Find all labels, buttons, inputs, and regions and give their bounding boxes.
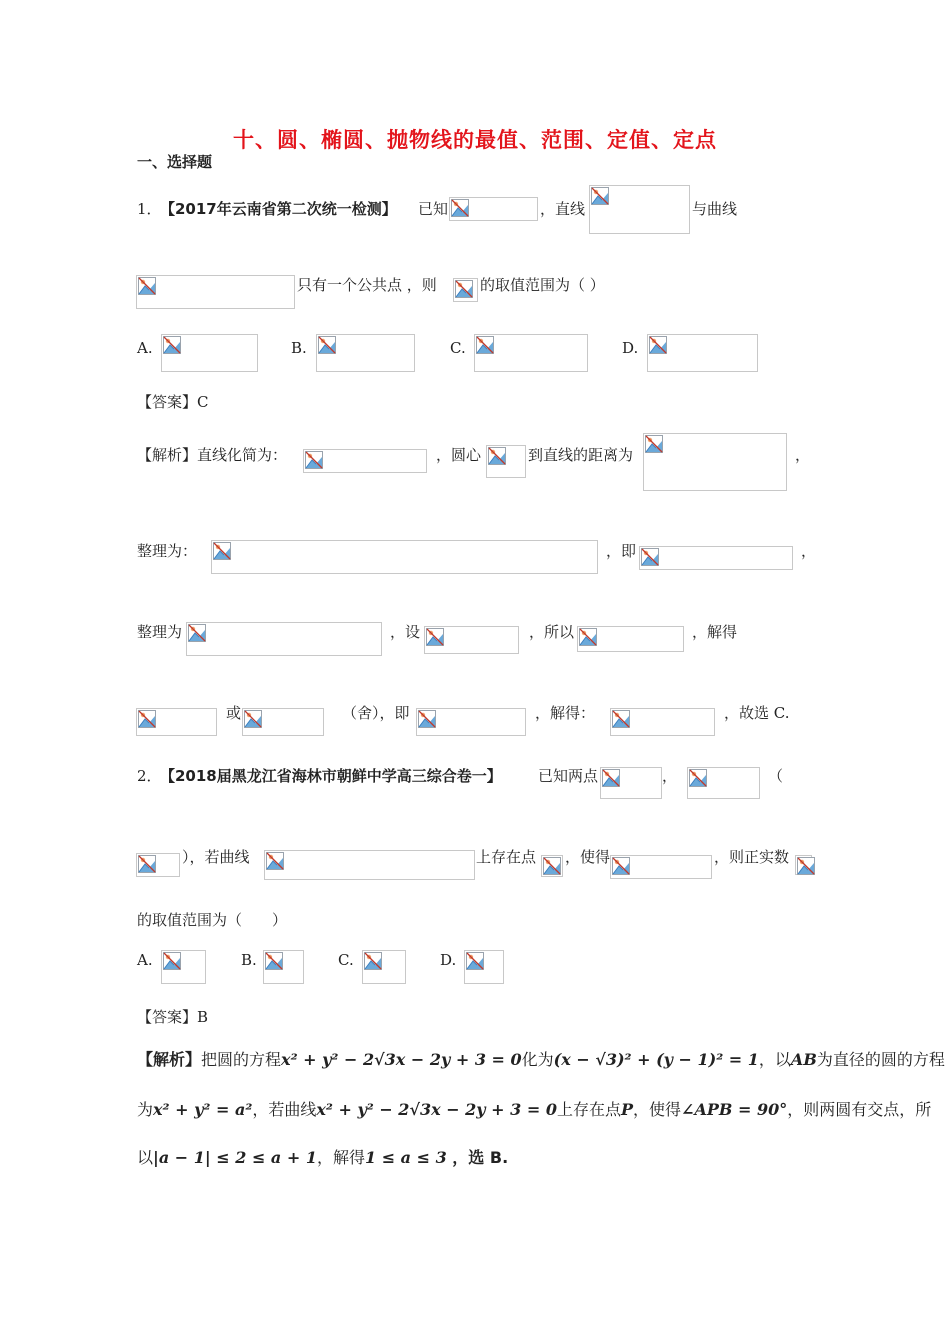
broken-image-icon [364, 952, 382, 970]
sol-text: ，解得 [316, 1148, 365, 1167]
formula-image [136, 853, 180, 877]
sol-text: 化为 [521, 1050, 554, 1069]
q2-text-8: 的取值范围为（ ） [137, 911, 288, 929]
broken-image-icon [426, 628, 444, 646]
q2-text-7: ，则正实数 [714, 848, 790, 866]
formula-image [186, 622, 382, 656]
broken-image-icon [163, 336, 181, 354]
formula-image [795, 855, 812, 875]
formula-image [643, 433, 787, 491]
q1-solution-4: ， [795, 446, 811, 464]
q1-solution-11: ，解得 [692, 623, 738, 641]
math-symbol: P [620, 1100, 634, 1119]
formula-image [303, 449, 427, 473]
sol-text: ，使得 [633, 1100, 682, 1119]
formula-image [610, 855, 712, 879]
broken-image-icon [612, 857, 630, 875]
math-equation: x² + y² − 2√3x − 2y + 3 = 0 [316, 1100, 557, 1119]
sol-text: 把圆的方程 [201, 1050, 282, 1069]
broken-image-icon [689, 769, 707, 787]
q1-solution-15: ，故选 C. [724, 704, 790, 722]
broken-image-icon [476, 336, 494, 354]
q1-source: 【2017年云南省第二次统一检测】 [160, 200, 397, 218]
q2-source: 【2018届黑龙江省海林市朝鲜中学高三综合卷一】 [160, 767, 502, 785]
q2-text-6: ，使得 [565, 848, 611, 866]
formula-image [541, 855, 563, 877]
q1-answer: 【答案】C [137, 393, 209, 411]
q1-option-a-formula [161, 334, 258, 372]
broken-image-icon [543, 857, 561, 875]
broken-image-icon [265, 952, 283, 970]
q2-text-2: ， [662, 767, 678, 785]
q1-option-b-formula [316, 334, 415, 372]
broken-image-icon [138, 855, 156, 873]
q1-text-1: 已知 [418, 200, 449, 218]
q2-text-3: （ [768, 767, 784, 785]
q1-text-5: 的取值范围为（ ） [480, 276, 605, 294]
q1-solution-5: 整理为： [137, 542, 198, 560]
formula-image [136, 275, 295, 309]
q1-option-c-label: C. [450, 339, 466, 357]
formula-image [639, 546, 793, 570]
q1-solution-6: ，即 [606, 542, 637, 560]
formula-image [600, 767, 662, 799]
q1-option-d-formula [647, 334, 758, 372]
broken-image-icon [645, 435, 663, 453]
broken-image-icon [318, 336, 336, 354]
broken-image-icon [612, 710, 630, 728]
math-equation: 1 ≤ a ≤ 3 [365, 1148, 447, 1167]
q2-option-c-label: C. [338, 951, 354, 969]
q2-option-d-formula [464, 950, 504, 984]
broken-image-icon [138, 710, 156, 728]
math-equation: |a − 1| ≤ 2 ≤ a + 1 [153, 1148, 317, 1167]
q2-number: 2． [137, 767, 162, 785]
sol-text: ，若曲线 [252, 1100, 317, 1119]
math-equation: ∠APB = 90° [681, 1100, 788, 1119]
broken-image-icon [213, 542, 231, 560]
broken-image-icon [455, 280, 473, 298]
solution-label: 【解析】 [137, 1050, 202, 1069]
formula-image [486, 445, 526, 478]
q1-solution-10: ，所以 [529, 623, 575, 641]
q1-solution-7: ， [801, 542, 817, 560]
q1-solution-12: 或 [226, 704, 242, 722]
broken-image-icon [163, 952, 181, 970]
sol-text: 以 [137, 1148, 154, 1167]
section-heading: 一、选择题 [137, 153, 213, 171]
q2-option-b-formula [263, 950, 304, 984]
formula-image [577, 626, 684, 652]
sol-text: 为 [137, 1100, 154, 1119]
broken-image-icon [188, 624, 206, 642]
broken-image-icon [138, 277, 156, 295]
q2-option-a-label: A. [137, 951, 153, 969]
q2-option-b-label: B. [241, 951, 257, 969]
q1-solution-14: ，解得： [535, 704, 596, 722]
broken-image-icon [466, 952, 484, 970]
formula-image [424, 626, 519, 654]
formula-image [453, 278, 478, 302]
broken-image-icon [579, 628, 597, 646]
sol-text: ，选 B. [446, 1148, 509, 1167]
q1-option-b-label: B. [291, 339, 307, 357]
sol-text: ，则两圆有交点，所 [787, 1100, 932, 1119]
q1-solution-9: ，设 [390, 623, 421, 641]
q2-option-d-label: D. [440, 951, 457, 969]
q1-text-3: 与曲线 [692, 200, 738, 218]
broken-image-icon [266, 852, 284, 870]
math-symbol: AB [790, 1050, 817, 1069]
q1-number: 1． [137, 200, 162, 218]
broken-image-icon [641, 548, 659, 566]
broken-image-icon [305, 451, 323, 469]
formula-image [416, 708, 526, 736]
q1-solution-13: （舍），即 [342, 704, 410, 722]
q2-solution-line-1 [137, 1049, 945, 1071]
q1-solution-1: 【解析】直线化简为： [137, 446, 288, 464]
broken-image-icon [488, 447, 506, 465]
math-equation: (x − √3)² + (y − 1)² = 1 [553, 1050, 759, 1069]
q2-option-c-formula [362, 950, 406, 984]
q1-option-c-formula [474, 334, 588, 372]
page-title: 十、圆、椭圆、抛物线的最值、范围、定值、定点 [233, 128, 717, 152]
q1-option-a-label: A. [137, 339, 153, 357]
formula-image [610, 708, 715, 736]
formula-image [136, 708, 217, 736]
q2-option-a-formula [161, 950, 206, 984]
math-equation: x² + y² = a² [153, 1100, 253, 1119]
formula-image [589, 185, 690, 234]
formula-image [687, 767, 760, 799]
q2-solution-line-3 [137, 1147, 508, 1169]
broken-image-icon [451, 199, 469, 217]
sol-text: 为直径的圆的方程 [816, 1050, 945, 1069]
q1-solution-8: 整理为 [137, 623, 183, 641]
broken-image-icon [797, 857, 815, 875]
q1-option-d-label: D. [622, 339, 639, 357]
formula-image [264, 850, 475, 880]
broken-image-icon [418, 710, 436, 728]
q2-answer: 【答案】B [137, 1008, 209, 1026]
broken-image-icon [591, 187, 609, 205]
q1-text-2: ，直线 [540, 200, 586, 218]
q2-text-4: ），若曲线 [182, 848, 250, 866]
q1-solution-2: ，圆心 [436, 446, 482, 464]
formula-image [211, 540, 598, 574]
sol-text: ，以 [758, 1050, 791, 1069]
formula-image [449, 197, 538, 221]
q1-text-4: 只有一个公共点 ，则 [297, 276, 437, 294]
formula-image [242, 708, 324, 736]
broken-image-icon [244, 710, 262, 728]
q1-solution-3: 到直线的距离为 [528, 446, 634, 464]
q2-text-1: 已知两点 [538, 767, 599, 785]
broken-image-icon [602, 769, 620, 787]
math-equation: x² + y² − 2√3x − 2y + 3 = 0 [281, 1050, 522, 1069]
q2-solution-line-2 [137, 1099, 931, 1121]
broken-image-icon [649, 336, 667, 354]
sol-text: 上存在点 [556, 1100, 621, 1119]
q2-text-5: 上存在点 [476, 848, 537, 866]
